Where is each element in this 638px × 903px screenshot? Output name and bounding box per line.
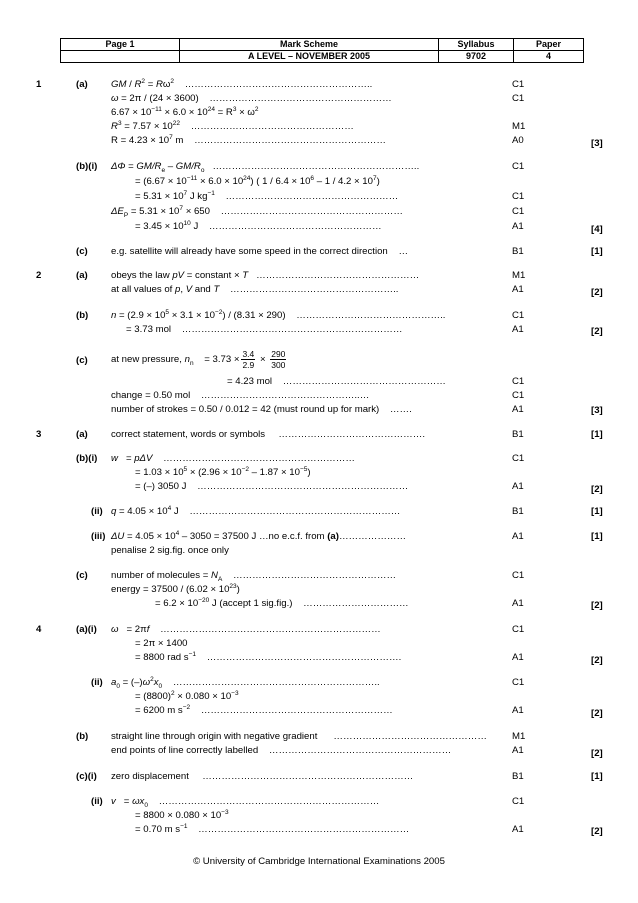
mark: C1: [512, 376, 525, 387]
header-empty-cell: [61, 51, 180, 63]
q1b-line-3: = $5.31 \times 10^7$ J $kg^{-1}$ ………………………………………………: [135, 189, 399, 202]
mark: C1: [512, 79, 525, 90]
q4c-ii-line-3: = 0.70 m $s^{-1}$ …………………………………………………………: [135, 822, 410, 835]
q4b-label: (b): [76, 731, 89, 742]
total-mark: [3]: [591, 405, 603, 416]
q2c-line-3: change = 0.50 mol …………………………………………..…: [111, 390, 370, 401]
q2a-line-1: obeys the law pV = constant × T ……………………………………………: [111, 270, 420, 281]
q1b-line-5: = $3.45 \times 10^{10}$ J ………………………………………………: [135, 219, 382, 232]
mark: B1: [512, 506, 524, 517]
mark: B1: [512, 429, 524, 440]
total-mark: [2]: [591, 600, 603, 611]
q3a-label: (a): [76, 429, 88, 440]
mark: M1: [512, 270, 526, 281]
footer-copyright: © University of Cambridge International Examinations 2005: [193, 856, 445, 867]
q3b-line-3: = (–) 3050 J …………………………………………………………: [135, 481, 409, 492]
doc-title: Mark Scheme: [180, 39, 439, 51]
mark: A1: [512, 531, 524, 542]
q1b-line-4: $\Delta E_P = 5.31 \times 10^7 \times 650$ …………………………………………………: [111, 204, 403, 219]
q2c-line-2: = 4.23 mol ……………………………………………: [227, 376, 446, 387]
q3b-line-2: = $1.03 \times 10^5 \times (2.96 \times 10^{-2} - 1.87 \times 10^{-5})$: [135, 465, 311, 478]
q4c-label: (c)(i): [76, 771, 97, 782]
q4c-ii-label: (ii): [91, 796, 103, 807]
q1a-label: (a): [76, 79, 88, 90]
q1a-line-2: ω = 2π / (24 × 3600) …………………………………………………: [111, 93, 392, 104]
q2a-label: (a): [76, 270, 88, 281]
q3b-label: (b)(i): [76, 453, 98, 464]
q4a-ii-line-2: = $(8800)^2 \times 0.080 \times 10^{-3}$: [135, 689, 239, 702]
total-mark: [2]: [591, 326, 603, 337]
q4a-label: (a)(i): [76, 624, 97, 635]
question-1-number: 1: [36, 79, 42, 90]
mark: C1: [512, 796, 525, 807]
paper-value: 4: [514, 51, 584, 63]
q3c-line-2: energy = $37500 / (6.02 \times 10^{23})$: [111, 582, 240, 595]
mark: C1: [512, 310, 525, 321]
q4c-ii-line-1: $v = \omega x_0$ ……………………………………………………………: [111, 796, 380, 809]
total-mark: [2]: [591, 484, 603, 495]
mark: A1: [512, 652, 524, 663]
mark: A1: [512, 284, 524, 295]
total-mark: [1]: [591, 429, 603, 440]
mark: M1: [512, 731, 526, 742]
mark: C1: [512, 390, 525, 401]
total-mark: [1]: [591, 506, 603, 517]
fraction-temperature: $\frac{290}{300}$: [271, 348, 286, 370]
q3b-iii-line-2: penalise 2 sig.fig. once only: [111, 545, 229, 556]
mark: C1: [512, 191, 525, 202]
question-4-number: 4: [36, 624, 42, 635]
mark: C1: [512, 570, 525, 581]
q3c-label: (c): [76, 570, 88, 581]
q4a-ii-line-1: $a_0 = (-)\omega^2x_0$ ………………………………………………………..: [111, 675, 380, 690]
q3c-line-1: number of molecules = $N_A$ ……………………………………………: [111, 570, 397, 583]
q4b-line-2: end points of line correctly labelled …………………………………………………: [111, 745, 452, 756]
q2b-line-2: = 3.73 mol ……………………………………………………………: [126, 324, 403, 335]
total-mark: [3]: [591, 138, 603, 149]
q2c-line-4: number of strokes = 0.50 / 0.012 = 42 (must round up for mark) …….: [111, 404, 412, 415]
header-table: [60, 38, 584, 63]
mark: C1: [512, 677, 525, 688]
question-3-number: 3: [36, 429, 42, 440]
q3b-iii-line-1: $\Delta U = 4.05 \times 10^4 - 3050 = 37500$ J …no e.c.f. from (a)…………………: [111, 529, 407, 542]
mark: A0: [512, 135, 524, 146]
paper-label: Paper: [514, 39, 584, 51]
q3a-line-1: correct statement, words or symbols ……………………………………….: [111, 429, 425, 440]
q4b-line-1: straight line through origin with negative gradient …………………………………………: [111, 731, 487, 742]
mark: A1: [512, 745, 524, 756]
q1a-line-1: GM / $R^2 = R\omega^2$ …………………………………………………..: [111, 77, 373, 90]
q3b-line-1: w = pΔV ……………………………………………………: [111, 453, 355, 464]
mark: M1: [512, 121, 526, 132]
q4a-ii-label: (ii): [91, 677, 103, 688]
q4a-line-3: = 8800 rad $s^{-1}$ …………………………………………………….: [135, 650, 402, 663]
mark: A1: [512, 824, 524, 835]
q1b-line-1: $\Delta\Phi = GM/R_e - GM/R_o$ ………………………………………………………..: [111, 161, 420, 174]
mark: A1: [512, 598, 524, 609]
mark: A1: [512, 705, 524, 716]
fraction-pressure: $\frac{3.4}{2.9}$: [242, 348, 255, 370]
q2a-line-2: at all values of p, V and T ……………………………………………..: [111, 284, 399, 295]
mark: A1: [512, 404, 524, 415]
q4a-ii-line-3: = 6200 m $s^{-2}$ ……………………………………………………: [135, 703, 393, 716]
q1b-label: (b)(i): [76, 161, 98, 172]
q1c-line-1: e.g. satellite will already have some speed in the correct direction …: [111, 246, 409, 257]
mark: C1: [512, 624, 525, 635]
doc-subtitle: A LEVEL – NOVEMBER 2005: [180, 51, 439, 63]
q1c-label: (c): [76, 246, 88, 257]
total-mark: [1]: [591, 246, 603, 257]
q2c-line-1: at new pressure, $n_n$ = 3.73 × $\frac{3.4}{2.9}$ × $\frac{290}{300}$: [111, 348, 286, 370]
total-mark: [2]: [591, 287, 603, 298]
page-label: Page 1: [61, 39, 180, 51]
syllabus-label: Syllabus: [439, 39, 514, 51]
total-mark: [2]: [591, 708, 603, 719]
q2b-label: (b): [76, 310, 89, 321]
mark: C1: [512, 93, 525, 104]
mark: B1: [512, 246, 524, 257]
mark: B1: [512, 771, 524, 782]
q3c-line-3: = $6.2 \times 10^{-20}$ J (accept 1 sig.fig.) ……………………………: [155, 596, 409, 609]
question-2-number: 2: [36, 270, 42, 281]
q1b-line-2: = $(6.67 \times 10^{-11} \times 6.0 \times 10^{24})$ ( $1 / 6.4 \times 10^6 - 1 / 4.2 \times 10^7$): [135, 174, 380, 187]
total-mark: [1]: [591, 771, 603, 782]
q1a-line-5: $R = 4.23 \times 10^7$ m ……………………………………………………: [111, 133, 386, 146]
q4a-line-2: = 2π × 1400: [135, 638, 188, 649]
mark: C1: [512, 206, 525, 217]
q3b-ii-line-1: $q = 4.05 \times 10^4$ J …………………………………………………………: [111, 504, 401, 517]
total-mark: [2]: [591, 748, 603, 759]
q3b-ii-label: (ii): [91, 506, 103, 517]
q1a-line-3: $6.67 \times 10^{-11} \times 6.0 \times 10^{24} = R^3 \times \omega^2$: [111, 105, 259, 118]
mark: A1: [512, 481, 524, 492]
total-mark: [2]: [591, 655, 603, 666]
q4c-line-1: zero displacement …………………………………………………………: [111, 771, 414, 782]
total-mark: [1]: [591, 531, 603, 542]
q2c-label: (c): [76, 355, 88, 366]
q1a-line-4: $R^3 = 7.57 \times 10^{22}$ ……………………………………………: [111, 119, 354, 132]
mark: C1: [512, 161, 525, 172]
q3b-iii-label: (iii): [91, 531, 106, 542]
q4a-line-1: ω = 2πf ……………………………………………………………: [111, 624, 381, 635]
q2b-line-1: $n = (2.9 \times 10^5 \times 3.1 \times 10^{-2}) / (8.31 \times 290)$ ………………………………………..: [111, 308, 446, 321]
total-mark: [4]: [591, 224, 603, 235]
total-mark: [2]: [591, 826, 603, 837]
mark: A1: [512, 324, 524, 335]
mark: C1: [512, 453, 525, 464]
syllabus-value: 9702: [439, 51, 514, 63]
mark: A1: [512, 221, 524, 232]
q4c-ii-line-2: = $8800 \times 0.080 \times 10^{-3}$: [135, 808, 229, 821]
